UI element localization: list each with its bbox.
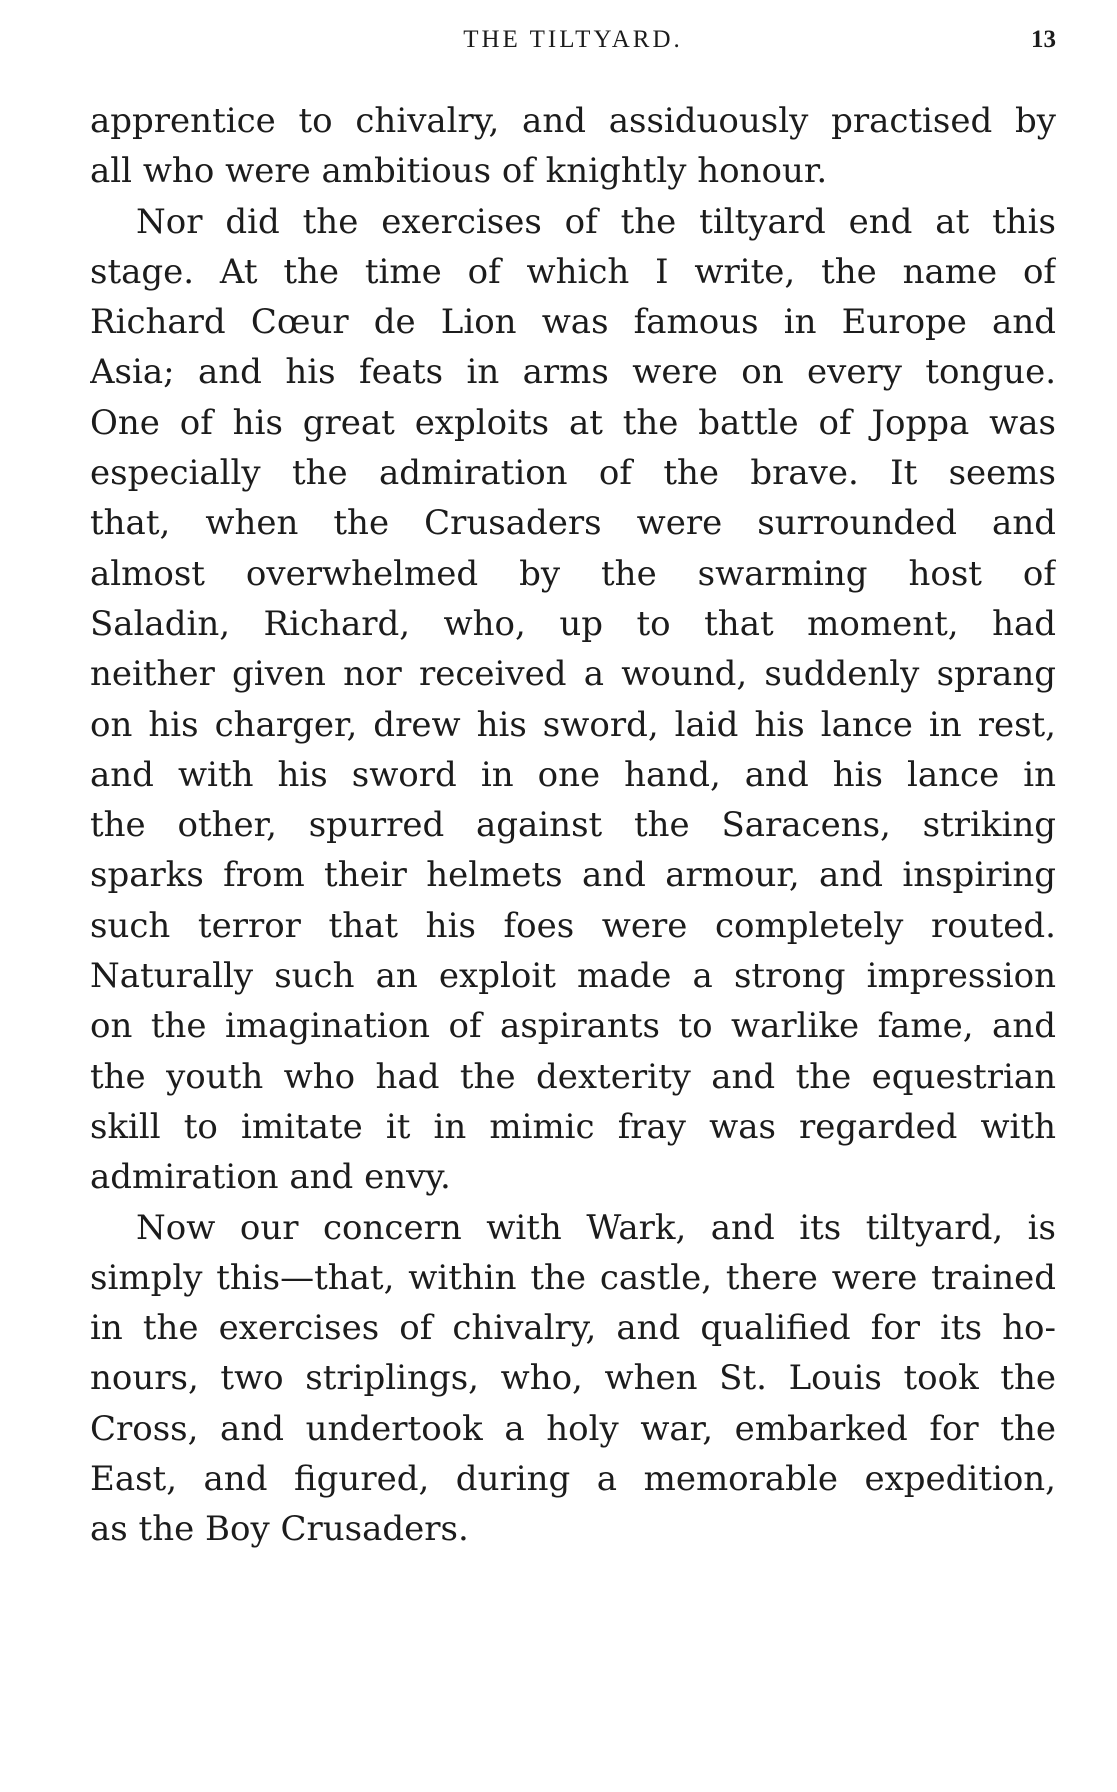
- text-line: East, and figured, during a memorable expedition,: [90, 1459, 1056, 1500]
- text-line: all who were ambitious of knightly honour.: [90, 151, 828, 192]
- text-line: that, when the Crusaders were surrounded and: [90, 503, 1056, 544]
- text-line: such terror that his foes were completely routed.: [90, 905, 1056, 946]
- text-line: stage. At the time of which I write, the name of: [90, 251, 1056, 292]
- text-line: and with his sword in one hand, and his lance in: [90, 754, 1056, 795]
- text-line: Saladin, Richard, who, up to that moment, had: [90, 603, 1056, 644]
- text-line: almost overwhelmed by the swarming host of: [90, 553, 1056, 594]
- text-line: as the Boy Crusaders.: [90, 1509, 469, 1550]
- text-line: especially the admiration of the brave. It seems: [90, 453, 1056, 494]
- body-text: [90, 96, 1056, 1555]
- text-line: in the exercises of chivalry, and qualified for its ho-: [90, 1308, 1056, 1349]
- text-line: sparks from their helmets and armour, and inspiring: [90, 855, 1056, 896]
- paragraph-start-line: Nor did the exercises of the tiltyard end at this: [136, 201, 1056, 242]
- text-line: simply this—that, within the castle, there were trained: [90, 1257, 1056, 1298]
- text-line: the other, spurred against the Saracens, striking: [90, 805, 1056, 846]
- page-number: 13: [1031, 26, 1056, 53]
- text-line: Asia; and his feats in arms were on every tongue.: [90, 352, 1056, 393]
- text-line: the youth who had the dexterity and the equestrian: [90, 1056, 1056, 1097]
- text-line: nours, two striplings, who, when St. Louis took the: [90, 1358, 1056, 1399]
- text-line: One of his great exploits at the battle of Joppa was: [90, 402, 1056, 443]
- text-line: on his charger, drew his sword, laid his lance in rest,: [90, 704, 1056, 745]
- text-line: Cross, and undertook a holy war, embarked for the: [90, 1408, 1056, 1449]
- running-title: THE TILTYARD.: [463, 26, 683, 53]
- text-line: admiration and envy.: [90, 1157, 451, 1198]
- text-line: apprentice to chivalry, and assiduously practised by: [90, 101, 1056, 141]
- paragraph-start-line: Now our concern with Wark, and its tiltyard, is: [136, 1207, 1056, 1248]
- running-header: [90, 26, 1056, 66]
- text-line: Richard Cœur de Lion was famous in Europe and: [90, 302, 1056, 343]
- text-line: skill to imitate it in mimic fray was regarded with: [90, 1106, 1056, 1147]
- text-line: neither given nor received a wound, suddenly sprang: [90, 654, 1056, 695]
- text-line: Naturally such an exploit made a strong impression: [90, 956, 1056, 997]
- text-line: on the imagination of aspirants to warlike fame, and: [90, 1006, 1056, 1047]
